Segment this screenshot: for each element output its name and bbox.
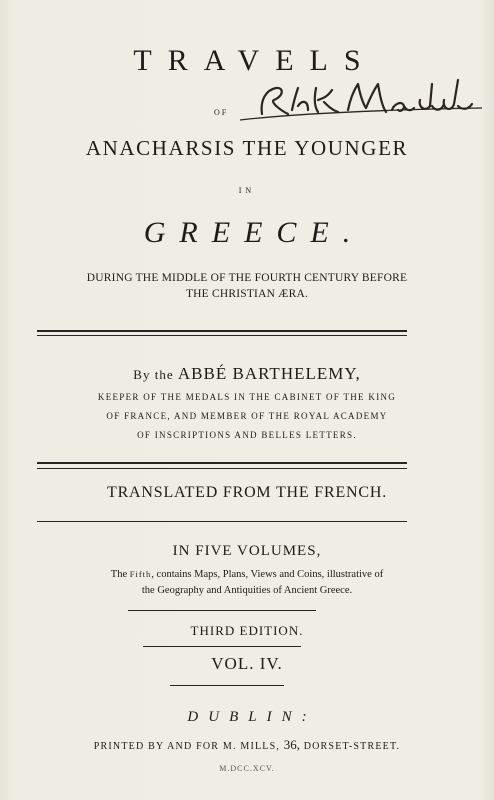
place-line: DUBLIN: [187, 709, 317, 725]
credentials-line-3: OF INSCRIPTIONS AND BELLES LETTERS. [137, 430, 357, 440]
printer-suffix: DORSET-STREET. [303, 741, 401, 752]
fifth-note-line-1 [0, 566, 494, 583]
author-credentials [0, 388, 494, 445]
rule-6 [170, 685, 284, 686]
handwritten-signature [232, 70, 492, 134]
author-prefix: By the [133, 367, 174, 382]
printer-number: 36, [283, 737, 301, 752]
credentials-line-2: OF FRANCE, AND MEMBER OF THE ROYAL ACADEMY [106, 411, 388, 421]
translated-line: TRANSLATED FROM THE FRENCH. [107, 484, 387, 501]
volumes-line: IN FIVE VOLUMES, [172, 543, 322, 559]
author-name: ABBÉ BARTHELEMY, [177, 364, 361, 383]
title-of: OF [214, 108, 229, 117]
printer-prefix: PRINTED BY AND FOR M. MILLS, [93, 741, 281, 752]
double-rule-1 [37, 330, 407, 336]
fifth-rest: , contains Maps, Plans, Views and Coins, illustrative of [151, 569, 384, 580]
subtitle-line-2: THE CHRISTIAN ÆRA. [185, 288, 309, 300]
date-line: M.DCC.XCV. [219, 764, 275, 773]
double-rule-2 [37, 462, 407, 469]
volume-line: VOL. IV. [211, 654, 283, 673]
title-greece: GREECE. [143, 216, 365, 249]
fifth-word: Fifth [129, 569, 152, 579]
rule-4 [128, 610, 316, 611]
author-line [0, 364, 494, 384]
fifth-note-line-2: the Geography and Antiquities of Ancient Greece. [141, 585, 353, 596]
fifth-volume-note [0, 566, 494, 599]
subtitle [0, 270, 494, 302]
rule-3 [37, 521, 407, 522]
printer-line [0, 737, 494, 753]
subtitle-line-1: DURING THE MIDDLE OF THE FOURTH CENTURY BEFORE [86, 272, 408, 284]
rule-5 [143, 646, 301, 647]
title-anacharsis: ANACHARSIS THE YOUNGER [85, 136, 409, 160]
title-in: IN [238, 186, 256, 195]
title-travels: TRAVELS [133, 44, 377, 77]
fifth-prefix: The [110, 569, 128, 580]
credentials-line-1: KEEPER OF THE MEDALS IN THE CABINET OF THE KING [97, 392, 397, 402]
edition-line: THIRD EDITION. [190, 623, 304, 638]
